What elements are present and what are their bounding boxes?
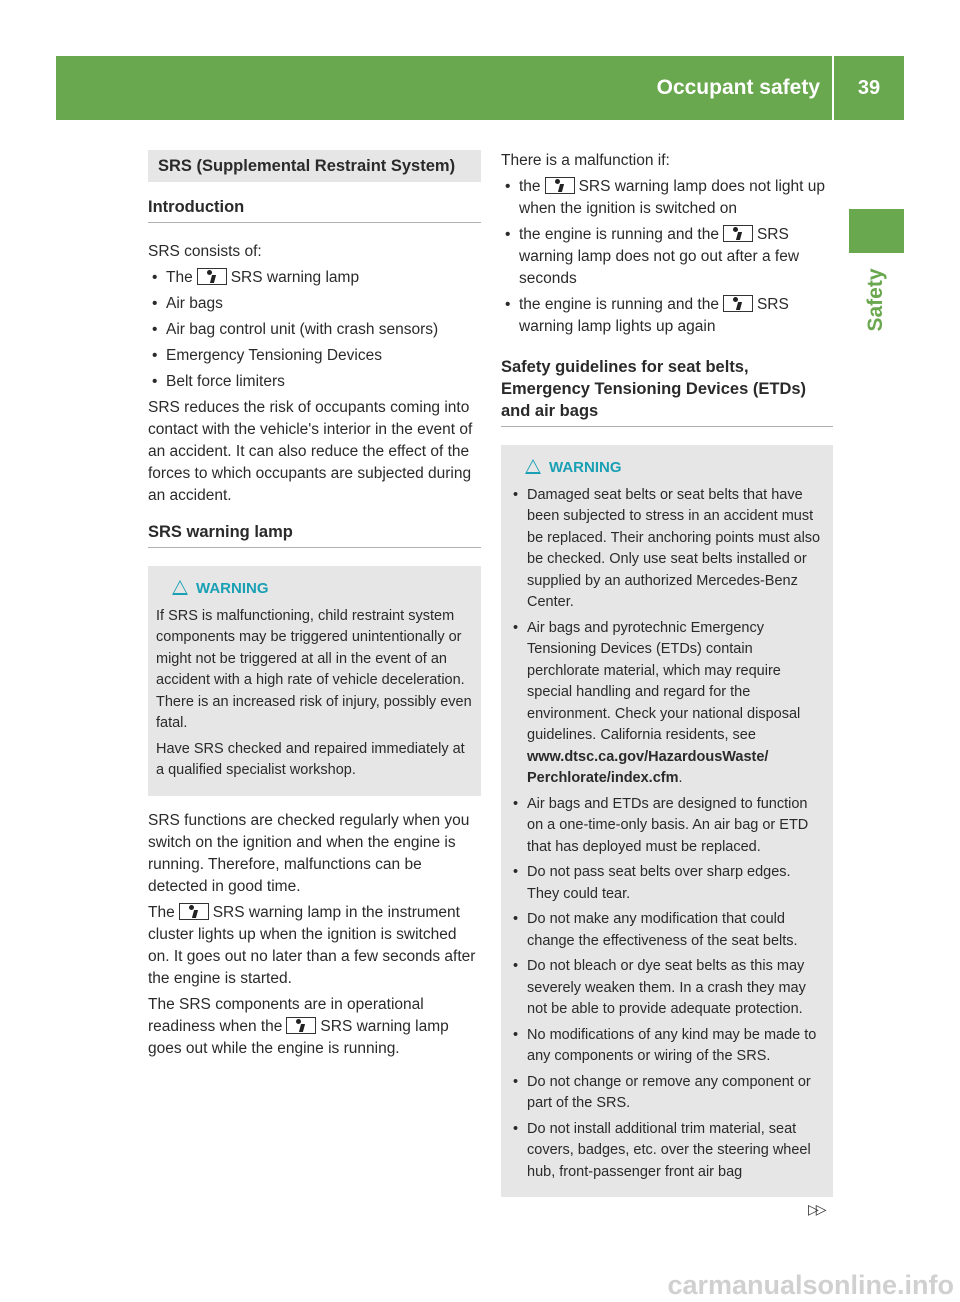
intro-paragraph: SRS reduces the risk of occupants coming into contact with the vehicle's interior in the event of an accident. It can also reduce the effect of the forces to which occupants are subjected during an accident. xyxy=(148,399,473,504)
srs-warning-lamp-icon xyxy=(197,268,227,285)
warning-list xyxy=(509,485,825,1184)
disposal-url: www.dtsc.ca.gov/HazardousWaste/ Perchlorate/index.cfm xyxy=(527,748,769,786)
list-item-text: Air bags and pyrotechnic Emergency Tensioning Devices (ETDs) contain perchlorate material, which may require special handling and regard for the environment. Check your national disposal guidelines. California residents, see xyxy=(527,619,801,743)
warning-paragraph: If SRS is malfunctioning, child restraint system components may be triggered unintentionally or might not be triggered at all in the event of an accident with a high rate of vehicle deceleration. There is an increased risk of injury, possibly even fatal. xyxy=(156,607,472,731)
consists-of-text: SRS consists of: xyxy=(148,243,262,260)
list-item: • Air bags and ETDs are designed to function on a one-time-only basis. An air bag or ETD that has deployed must be replaced. xyxy=(509,794,825,859)
malfunction-intro: There is a malfunction if: xyxy=(501,152,670,169)
list-item-text: the xyxy=(519,178,541,195)
list-item xyxy=(501,294,833,338)
readiness-paragraph xyxy=(148,994,481,1060)
malfunction-list xyxy=(501,176,833,338)
list-item: • Belt force limiters xyxy=(148,371,481,393)
warning-triangle-icon xyxy=(172,580,188,595)
header-bar xyxy=(56,56,904,120)
continue-arrow-icon: ▷▷ xyxy=(808,1201,824,1217)
instrument-paragraph xyxy=(148,902,481,990)
list-item xyxy=(148,267,481,289)
left-column xyxy=(148,150,481,1064)
list-item xyxy=(509,618,825,790)
srs-warning-lamp-icon xyxy=(723,295,753,312)
list-item-text: the engine is running and the xyxy=(519,226,719,243)
list-item-text: SRS warning lamp does not go out after a few seconds xyxy=(519,226,800,287)
paragraph-text: The xyxy=(148,903,175,921)
list-item: • Do not pass seat belts over sharp edges. They could tear. xyxy=(509,862,825,905)
warning-label-text: WARNING xyxy=(549,459,622,476)
list-item: • Do not change or remove any component or part of the SRS. xyxy=(509,1072,825,1115)
srs-warning-lamp-icon xyxy=(179,903,209,920)
page-number: 39 xyxy=(857,77,881,99)
paragraph-text: The SRS components are in operational readiness when the xyxy=(148,995,424,1035)
list-item: • Do not install additional trim material, seat covers, badges, etc. over the steering wheel hub, front-passenger front air bag xyxy=(509,1119,825,1184)
list-item: • No modifications of any kind may be made to any components or wiring of the SRS. xyxy=(509,1025,825,1068)
list-item-text: SRS warning lamp does not light up when the ignition is switched on xyxy=(519,178,825,217)
list-item: • Air bags xyxy=(148,293,481,315)
introduction-heading: Introduction xyxy=(148,196,481,223)
warning-label xyxy=(549,457,825,479)
section-title: Occupant safety xyxy=(656,76,820,99)
list-item: • Air bag control unit (with crash sensors) xyxy=(148,319,481,341)
srs-components-list xyxy=(148,267,481,393)
warning-label-text: WARNING xyxy=(196,580,269,597)
safety-guidelines-heading: Safety guidelines for seat belts, Emergency Tensioning Devices (ETDs) and air bags xyxy=(501,356,833,427)
srs-warning-lamp-icon xyxy=(545,177,575,194)
chapter-tab-label xyxy=(846,258,906,342)
srs-warning-lamp-heading: SRS warning lamp xyxy=(148,521,481,548)
list-item: • Do not bleach or dye seat belts as this may severely weaken them. In a crash they may not be able to provide adequate protection. xyxy=(509,956,825,1021)
paragraph-text: SRS warning lamp goes out while the engine is running. xyxy=(148,1017,449,1057)
srs-section-title: SRS (Supplemental Restraint System) xyxy=(148,150,481,182)
warning-paragraph: Have SRS checked and repaired immediately at a qualified specialist workshop. xyxy=(156,740,465,778)
list-item-text: the engine is running and the xyxy=(519,296,719,313)
watermark: carmanualsonline.info xyxy=(667,1270,954,1300)
list-item xyxy=(501,224,833,290)
warning-box xyxy=(501,445,833,1197)
srs-warning-lamp-icon xyxy=(723,225,753,242)
list-item-text: SRS warning lamp xyxy=(230,269,360,286)
warning-box xyxy=(148,566,481,796)
list-item: • Emergency Tensioning Devices xyxy=(148,345,481,367)
srs-warning-lamp-icon xyxy=(286,1017,316,1034)
list-item: • Do not make any modification that could change the effectiveness of the seat belts. xyxy=(509,909,825,952)
list-item: • Damaged seat belts or seat belts that have been subjected to stress in an accident must be replaced. Their anchoring points must also be checked. Only use seat belts installed or supplied by an authorized Mercedes-Benz Center. xyxy=(509,485,825,614)
right-column xyxy=(501,150,833,1211)
warning-label xyxy=(196,578,473,600)
list-item-text: SRS warning lamp lights up again xyxy=(519,296,789,335)
warning-triangle-icon xyxy=(525,459,541,474)
list-item xyxy=(501,176,833,220)
chapter-label-text: Safety xyxy=(864,268,887,332)
chapter-tab-marker xyxy=(849,209,904,253)
list-item-text: The xyxy=(166,269,193,286)
checked-paragraph: SRS functions are checked regularly when you switch on the ignition and when the engine is running. Therefore, malfunctions can be detected in good time. xyxy=(148,811,470,895)
paragraph-text: SRS warning lamp in the instrument cluster lights up when the ignition is switched on. It goes out no later than a few seconds after the engine is started. xyxy=(148,903,476,987)
list-item-text: . xyxy=(678,770,683,786)
